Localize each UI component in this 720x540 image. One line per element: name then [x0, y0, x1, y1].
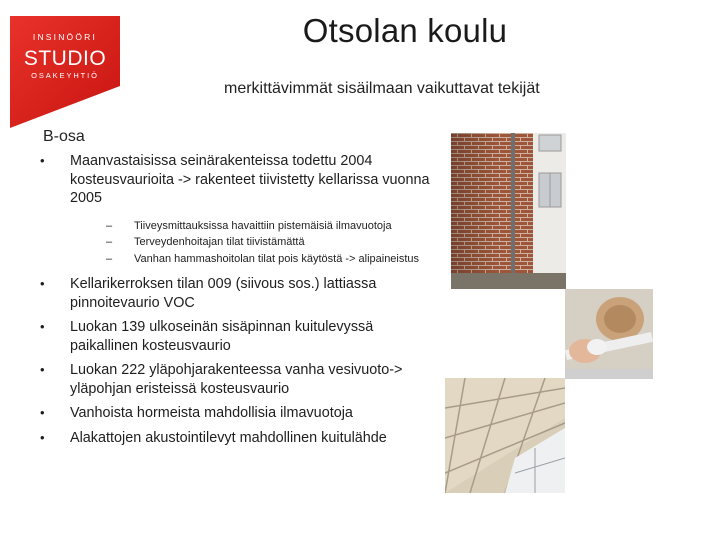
logo-line-1: INSINÖÖRI — [32, 32, 98, 42]
bullet-marker: • — [40, 153, 45, 168]
logo-line-2: STUDIO — [23, 47, 107, 70]
bullet-marker: • — [40, 405, 45, 420]
bullet-item — [40, 404, 435, 423]
sub-bullet-text: Terveydenhoitajan tilat tiivistämättä — [134, 236, 305, 248]
sub-bullet-marker: – — [106, 252, 113, 265]
bullet-item — [40, 152, 435, 267]
sub-bullet-marker: – — [106, 219, 113, 232]
bullet-text: Maanvastaisissa seinärakenteissa todettu 2004 kosteusvaurioita -> rakenteet tiivistetty kellarissa vuonna 2005 — [70, 153, 430, 206]
bullet-item — [40, 429, 435, 448]
slide-title: Otsolan koulu — [302, 12, 508, 49]
section-label: B-osa — [43, 128, 85, 145]
bullet-item — [40, 275, 435, 312]
photo-wall-hole — [565, 289, 653, 379]
sub-bullet-text: Vanhan hammashoitolan tilat pois käytöstä -> alipaineistus — [134, 252, 420, 265]
bullet-text: Luokan 139 ulkoseinän sisäpinnan kuitulevyssä paikallinen kosteusvaurio — [70, 319, 374, 354]
logo-line-3: OSAKEYHTIÖ — [31, 71, 99, 80]
bullet-text: Kellarikerroksen tilan 009 (siivous sos.) lattiassa pinnoitevaurio VOC — [70, 276, 377, 311]
bullet-list — [40, 152, 435, 447]
bullet-item — [40, 361, 435, 398]
bullet-item — [40, 318, 435, 355]
sub-bullet-marker: – — [106, 236, 113, 248]
bullet-text: Luokan 222 yläpohjarakenteessa vanha vesivuoto-> yläpohjan eristeissä kosteusvaurio — [70, 362, 403, 397]
sub-bullet-item — [106, 251, 435, 268]
sub-bullet-item — [106, 218, 435, 235]
bullet-marker: • — [40, 362, 45, 377]
sub-bullet-list — [70, 218, 435, 268]
bullet-marker: • — [40, 319, 45, 334]
sub-bullet-item — [106, 234, 435, 251]
bullet-marker: • — [40, 429, 45, 445]
bullet-text: Alakattojen akustointilevyt mahdollinen kuitulähde — [70, 429, 387, 446]
bullet-marker: • — [40, 276, 45, 291]
photo-brick-wall — [451, 133, 566, 289]
slide-subtitle: merkittävimmät sisäilmaan vaikuttavat tekijät — [224, 80, 540, 97]
bullet-text: Vanhoista hormeista mahdollisia ilmavuotoja — [70, 405, 353, 421]
sub-bullet-text: Tiiveysmittauksissa havaittiin pistemäisiä ilmavuotoja — [134, 219, 392, 232]
photo-ceiling-tiles — [445, 378, 565, 493]
